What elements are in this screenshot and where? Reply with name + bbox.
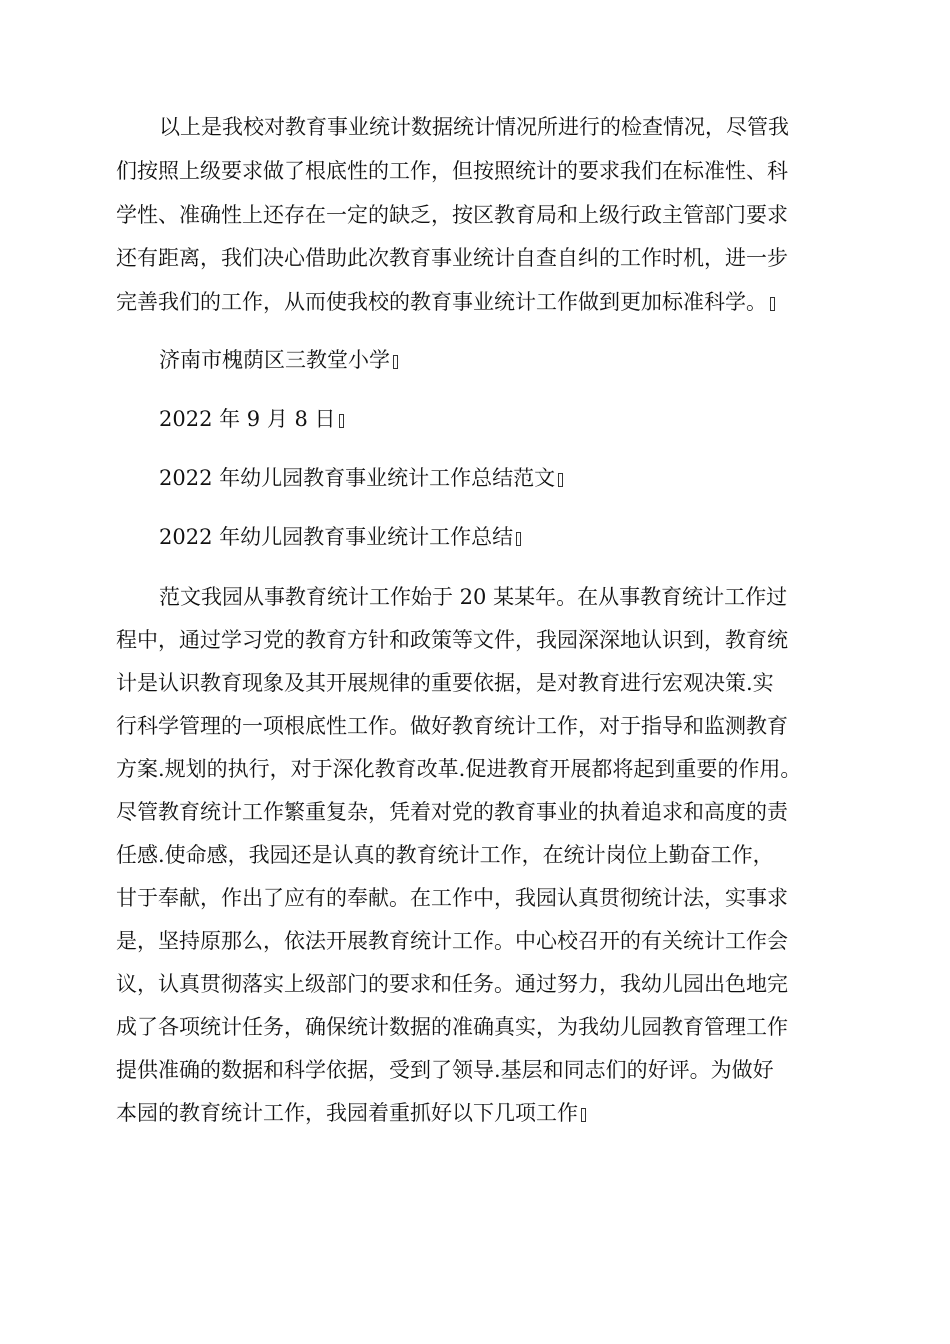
paragraph-2-line-11: 成了各项统计任务，确保统计数据的准确真实，为我幼儿园教育管理工作	[116, 1015, 788, 1039]
paragraph-2-line-12: 提供准确的数据和科学依据，受到了领导.基层和同志们的好评。为做好	[116, 1058, 774, 1082]
paragraph-2-line-5: 方案.规划的执行，对于深化教育改革.促进教育开展都将起到重要的作用。	[116, 757, 802, 781]
paragraph-1-line-3: 学性、准确性上还存在一定的缺乏，按区教育局和上级行政主管部门要求	[116, 203, 788, 227]
paragraph-end-mark-icon	[770, 297, 775, 311]
paragraph-2-line-13: 本园的教育统计工作，我园着重抓好以下几项工作	[116, 1098, 586, 1128]
school-name: 济南市槐荫区三教堂小学	[159, 345, 398, 375]
paragraph-1-line-5: 完善我们的工作，从而使我校的教育事业统计工作做到更加标准科学。	[116, 287, 775, 317]
paragraph-2-line-4: 行科学管理的一项根底性工作。做好教育统计工作，对于指导和监测教育	[116, 714, 788, 738]
paragraph-1-line-2: 们按照上级要求做了根底性的工作，但按照统计的要求我们在标准性、科	[116, 159, 788, 183]
paragraph-2-line-1: 范文我园从事教育统计工作始于 20 某某年。在从事教育统计工作过	[159, 585, 788, 609]
paragraph-2-line-10: 议，认真贯彻落实上级部门的要求和任务。通过努力，我幼儿园出色地完	[116, 972, 788, 996]
paragraph-end-mark-icon	[393, 355, 398, 369]
paragraph-end-mark-icon	[516, 532, 521, 546]
paragraph-2-line-3: 计是认识教育现象及其开展规律的重要依据，是对教育进行宏观决策.实	[116, 671, 774, 695]
paragraph-end-mark-icon	[339, 414, 344, 428]
paragraph-end-mark-icon	[558, 473, 563, 487]
document-date: 2022 年 9 月 8 日	[159, 404, 344, 434]
paragraph-1-line-1: 以上是我校对教育事业统计数据统计情况所进行的检查情况，尽管我	[159, 115, 789, 139]
paragraph-end-mark-icon	[581, 1108, 586, 1122]
paragraph-2-line-7: 任感.使命感，我园还是认真的教育统计工作，在统计岗位上勤奋工作，	[116, 843, 774, 867]
paragraph-2-line-2: 程中，通过学习党的教育方针和政策等文件，我园深深地认识到，教育统	[116, 628, 788, 652]
paragraph-2-line-9: 是，坚持原那么，依法开展教育统计工作。中心校召开的有关统计工作会	[116, 929, 788, 953]
heading-1: 2022 年幼儿园教育事业统计工作总结范文	[159, 463, 563, 493]
paragraph-2-line-6: 尽管教育统计工作繁重复杂，凭着对党的教育事业的执着追求和高度的责	[116, 800, 788, 824]
paragraph-1-line-4: 还有距离，我们决心借助此次教育事业统计自查自纠的工作时机，进一步	[116, 246, 788, 270]
paragraph-2-line-8: 甘于奉献，作出了应有的奉献。在工作中，我园认真贯彻统计法，实事求	[116, 886, 788, 910]
heading-2: 2022 年幼儿园教育事业统计工作总结	[159, 522, 521, 552]
